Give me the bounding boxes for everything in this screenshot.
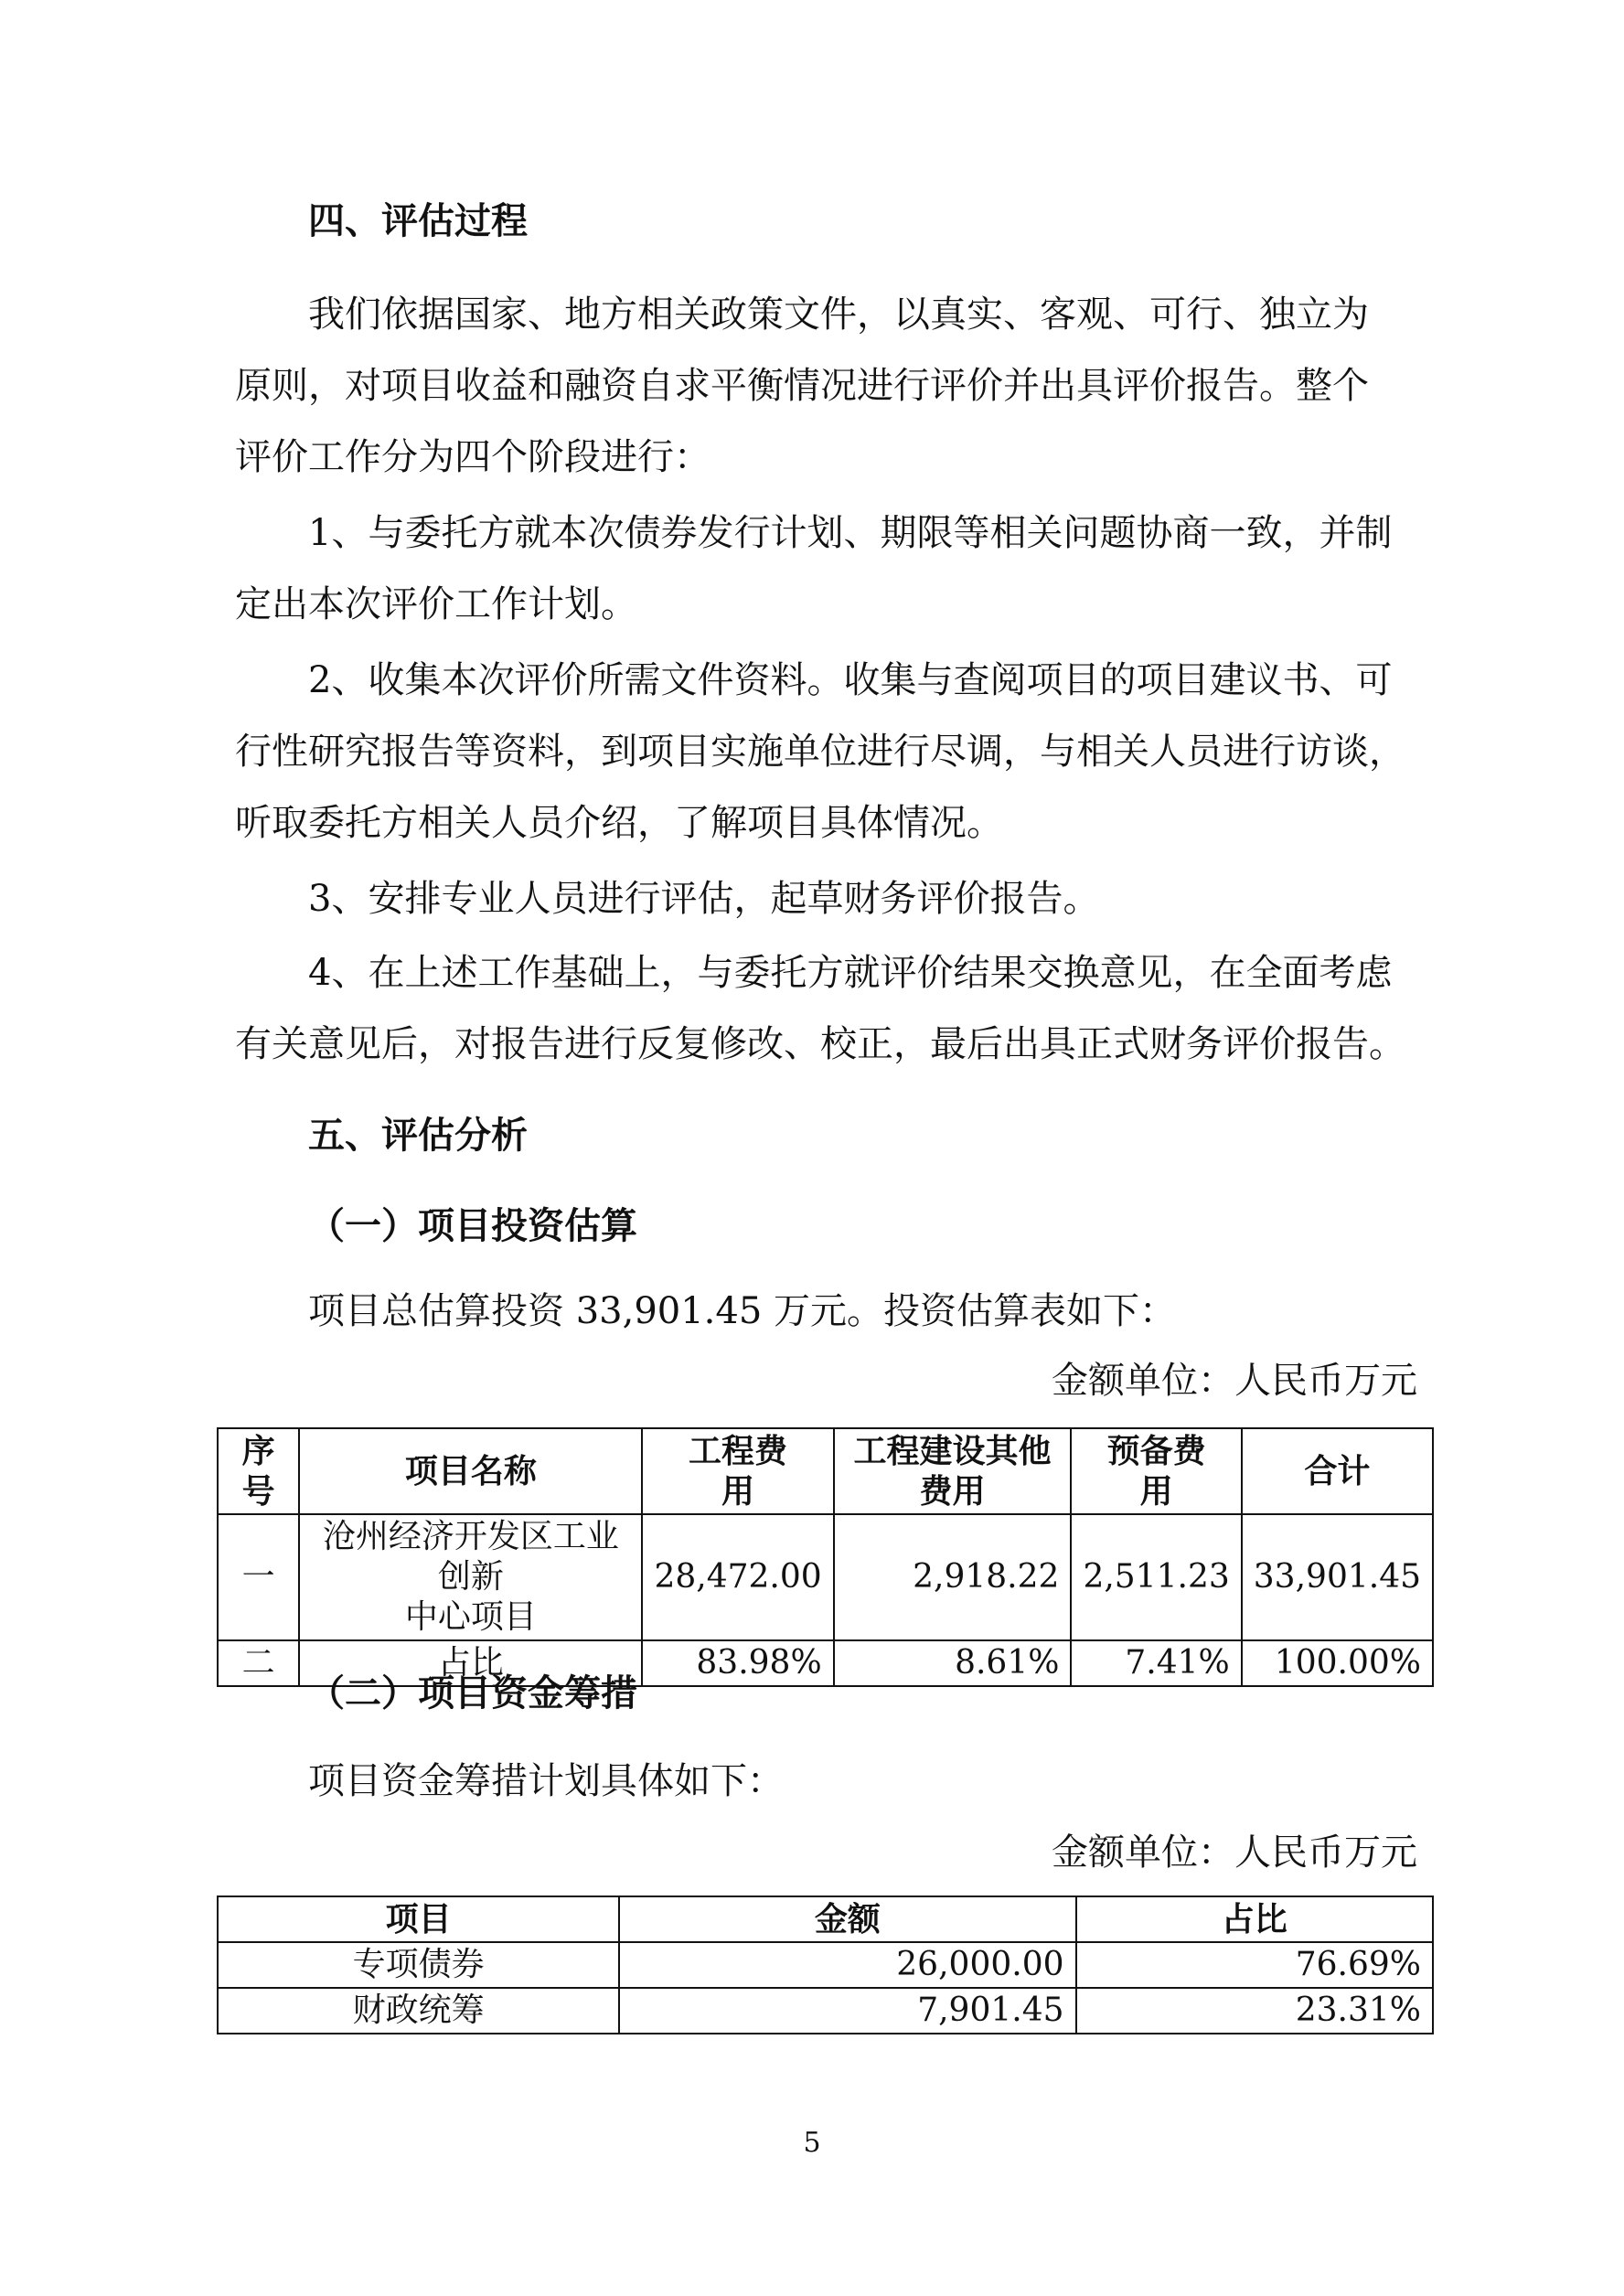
table-row bbox=[218, 1988, 1433, 2034]
paragraph-line: 定出本次评价工作计划。 bbox=[235, 583, 637, 625]
funding-intro: 项目资金筹措计划具体如下： bbox=[308, 1760, 784, 1802]
cell-total: 33,901.45 bbox=[1242, 1514, 1433, 1640]
investment-intro: 项目总估算投资 33,901.45 万元。投资估算表如下： bbox=[308, 1290, 1177, 1332]
cell-amount: 26,000.00 bbox=[619, 1942, 1075, 1988]
investment-table bbox=[217, 1427, 1434, 1687]
section-5-heading: 五、评估分析 bbox=[308, 1114, 528, 1157]
paragraph-line: 行性研究报告等资料，到项目实施单位进行尽调，与相关人员进行访谈， bbox=[235, 731, 1405, 773]
header-engineering: 工程费 用 bbox=[642, 1428, 833, 1514]
unit-note: 金额单位：人民币万元 bbox=[1052, 1360, 1417, 1402]
paragraph-line: 我们依据国家、地方相关政策文件，以真实、客观、可行、独立为 bbox=[308, 294, 1369, 336]
cell-reserve: 7.41% bbox=[1071, 1640, 1241, 1686]
table-row bbox=[218, 1514, 1433, 1640]
cell-ratio: 23.31% bbox=[1076, 1988, 1434, 2034]
paragraph-line: 4、在上述工作基础上，与委托方就评价结果交换意见，在全面考虑 bbox=[308, 952, 1393, 994]
funding-table bbox=[217, 1896, 1434, 2034]
paragraph-line: 2、收集本次评价所需文件资料。收集与查阅项目的项目建议书、可 bbox=[308, 659, 1393, 701]
header-total: 合计 bbox=[1242, 1428, 1433, 1514]
cell-no: 一 bbox=[218, 1514, 299, 1640]
cell-ratio: 76.69% bbox=[1076, 1942, 1434, 1988]
section-4-heading: 四、评估过程 bbox=[308, 199, 528, 242]
paragraph-line: 1、与委托方就本次债券发行计划、期限等相关问题协商一致，并制 bbox=[308, 512, 1393, 554]
cell-amount: 7,901.45 bbox=[619, 1988, 1075, 2034]
header-no: 序 号 bbox=[218, 1428, 299, 1514]
paragraph-line: 原则，对项目收益和融资自求平衡情况进行评价并出具评价报告。整个 bbox=[235, 365, 1369, 407]
cell-no: 二 bbox=[218, 1640, 299, 1686]
header-other: 工程建设其他 费用 bbox=[834, 1428, 1072, 1514]
paragraph-line: 3、安排专业人员进行评估，起草财务评价报告。 bbox=[308, 878, 1100, 920]
subsection-2-heading: （二）项目资金筹措 bbox=[308, 1671, 637, 1714]
table-header-row bbox=[218, 1428, 1433, 1514]
paragraph-line: 评价工作分为四个阶段进行： bbox=[235, 436, 710, 478]
cell-item: 财政统筹 bbox=[218, 1988, 619, 2034]
table-row bbox=[218, 1942, 1433, 1988]
header-item: 项目 bbox=[218, 1896, 619, 1942]
table-header-row bbox=[218, 1896, 1433, 1942]
cell-total: 100.00% bbox=[1242, 1640, 1433, 1686]
cell-name: 沧州经济开发区工业创新 中心项目 bbox=[299, 1514, 642, 1640]
cell-other: 2,918.22 bbox=[834, 1514, 1072, 1640]
header-ratio: 占比 bbox=[1076, 1896, 1434, 1942]
paragraph-line: 有关意见后，对报告进行反复修改、校正，最后出具正式财务评价报告。 bbox=[235, 1023, 1405, 1065]
paragraph-line: 听取委托方相关人员介绍，了解项目具体情况。 bbox=[235, 802, 1003, 844]
cell-reserve: 2,511.23 bbox=[1071, 1514, 1241, 1640]
cell-other: 8.61% bbox=[834, 1640, 1072, 1686]
header-name: 项目名称 bbox=[299, 1428, 642, 1514]
header-amount: 金额 bbox=[619, 1896, 1075, 1942]
cell-name: 占比 bbox=[299, 1640, 642, 1686]
cell-engineering: 28,472.00 bbox=[642, 1514, 833, 1640]
cell-engineering: 83.98% bbox=[642, 1640, 833, 1686]
header-reserve: 预备费 用 bbox=[1071, 1428, 1241, 1514]
cell-item: 专项债券 bbox=[218, 1942, 619, 1988]
subsection-1-heading: （一）项目投资估算 bbox=[308, 1204, 637, 1247]
unit-note: 金额单位：人民币万元 bbox=[1052, 1831, 1417, 1874]
page-number: 5 bbox=[803, 2127, 821, 2159]
